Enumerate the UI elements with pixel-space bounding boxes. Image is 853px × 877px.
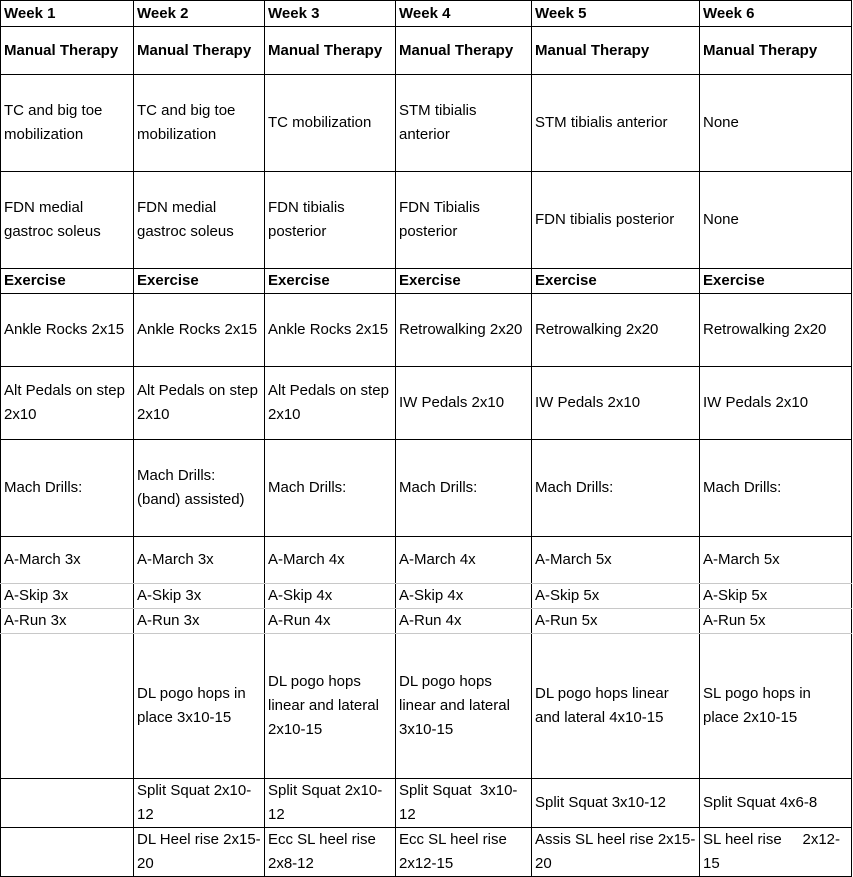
week-header: Week 4: [396, 1, 532, 27]
section-label: Manual Therapy: [700, 27, 852, 75]
header-row: [1, 1, 852, 27]
table-cell: IW Pedals 2x10: [532, 367, 700, 440]
table-cell: FDN Tibialis posterior: [396, 172, 532, 269]
table-cell: A-Skip 3x: [1, 584, 134, 609]
table-cell: IW Pedals 2x10: [700, 367, 852, 440]
table-cell: Retrowalking 2x20: [396, 294, 532, 367]
table-cell: [1, 828, 134, 877]
table-cell: IW Pedals 2x10: [396, 367, 532, 440]
manual-therapy-row: [1, 27, 852, 75]
week-header: Week 6: [700, 1, 852, 27]
table-cell: Split Squat 2x10-12: [265, 779, 396, 828]
table-cell: Split Squat 4x6-8: [700, 779, 852, 828]
table-cell: A-Run 4x: [265, 609, 396, 634]
table-cell: A-Run 3x: [1, 609, 134, 634]
table-cell: A-March 3x: [1, 537, 134, 584]
table-cell: Mach Drills:: [1, 440, 134, 537]
table-cell: Mach Drills:: [532, 440, 700, 537]
table-cell: STM tibialis anterior: [532, 75, 700, 172]
table-cell: A-Run 5x: [532, 609, 700, 634]
week-header: Week 2: [134, 1, 265, 27]
pedals-row: [1, 367, 852, 440]
week-header: Week 3: [265, 1, 396, 27]
table-cell: Ecc SL heel rise 2x12-15: [396, 828, 532, 877]
table-cell: TC mobilization: [265, 75, 396, 172]
section-label: Exercise: [1, 269, 134, 294]
table-cell: FDN medial gastroc soleus: [1, 172, 134, 269]
table-cell: Mach Drills:: [265, 440, 396, 537]
section-label: Manual Therapy: [396, 27, 532, 75]
table-cell: None: [700, 172, 852, 269]
table-cell: STM tibialis anterior: [396, 75, 532, 172]
table-cell: A-Skip 4x: [265, 584, 396, 609]
table-cell: A-Run 4x: [396, 609, 532, 634]
section-label: Exercise: [700, 269, 852, 294]
table-cell: Retrowalking 2x20: [700, 294, 852, 367]
table-cell: Mach Drills:: [700, 440, 852, 537]
table-cell: SL heel rise 2x12-15: [700, 828, 852, 877]
week-header: Week 5: [532, 1, 700, 27]
table-cell: Alt Pedals on step 2x10: [265, 367, 396, 440]
table-cell: DL pogo hops linear and lateral 4x10-15: [532, 634, 700, 779]
section-label: Exercise: [532, 269, 700, 294]
table-cell: DL pogo hops in place 3x10-15: [134, 634, 265, 779]
table-cell: FDN tibialis posterior: [265, 172, 396, 269]
table-cell: Mach Drills: (band) assisted): [134, 440, 265, 537]
table-cell: [1, 634, 134, 779]
table-cell: Ecc SL heel rise 2x8-12: [265, 828, 396, 877]
section-label: Exercise: [265, 269, 396, 294]
table-cell: A-Skip 4x: [396, 584, 532, 609]
table-cell: DL pogo hops linear and lateral 3x10-15: [396, 634, 532, 779]
table-cell: TC and big toe mobilization: [1, 75, 134, 172]
table-cell: A-Run 5x: [700, 609, 852, 634]
table-cell: Alt Pedals on step 2x10: [134, 367, 265, 440]
heel-rise-row: [1, 828, 852, 877]
section-label: Manual Therapy: [532, 27, 700, 75]
table-cell: FDN medial gastroc soleus: [134, 172, 265, 269]
table-cell: DL Heel rise 2x15-20: [134, 828, 265, 877]
table-cell: Ankle Rocks 2x15: [1, 294, 134, 367]
mach-drills-row: [1, 440, 852, 537]
table-cell: Ankle Rocks 2x15: [265, 294, 396, 367]
split-squat-row: [1, 779, 852, 828]
pogo-row: [1, 634, 852, 779]
table-cell: [1, 779, 134, 828]
table-cell: A-Skip 3x: [134, 584, 265, 609]
section-label: Manual Therapy: [1, 27, 134, 75]
table-cell: Alt Pedals on step 2x10: [1, 367, 134, 440]
section-label: Manual Therapy: [265, 27, 396, 75]
section-label: Exercise: [396, 269, 532, 294]
fdn-row: [1, 172, 852, 269]
a-run-row: [1, 609, 852, 634]
table-cell: Retrowalking 2x20: [532, 294, 700, 367]
table-cell: None: [700, 75, 852, 172]
section-label: Manual Therapy: [134, 27, 265, 75]
ankle-row: [1, 294, 852, 367]
a-march-row: [1, 537, 852, 584]
mobilization-row: [1, 75, 852, 172]
table-cell: Split Squat 3x10-12: [396, 779, 532, 828]
a-skip-row: [1, 584, 852, 609]
table-cell: DL pogo hops linear and lateral 2x10-15: [265, 634, 396, 779]
section-label: Exercise: [134, 269, 265, 294]
exercise-header-row: [1, 269, 852, 294]
table-cell: Mach Drills:: [396, 440, 532, 537]
table-cell: Split Squat 2x10-12: [134, 779, 265, 828]
week-header: Week 1: [1, 1, 134, 27]
table-cell: A-March 5x: [532, 537, 700, 584]
table-cell: A-Skip 5x: [532, 584, 700, 609]
table-cell: TC and big toe mobilization: [134, 75, 265, 172]
table-cell: Ankle Rocks 2x15: [134, 294, 265, 367]
table-cell: FDN tibialis posterior: [532, 172, 700, 269]
table-cell: A-March 5x: [700, 537, 852, 584]
table-cell: SL pogo hops in place 2x10-15: [700, 634, 852, 779]
table-cell: A-March 4x: [265, 537, 396, 584]
table-cell: A-Run 3x: [134, 609, 265, 634]
table-cell: A-Skip 5x: [700, 584, 852, 609]
table-cell: A-March 3x: [134, 537, 265, 584]
table-cell: Assis SL heel rise 2x15-20: [532, 828, 700, 877]
table-cell: Split Squat 3x10-12: [532, 779, 700, 828]
table-cell: A-March 4x: [396, 537, 532, 584]
